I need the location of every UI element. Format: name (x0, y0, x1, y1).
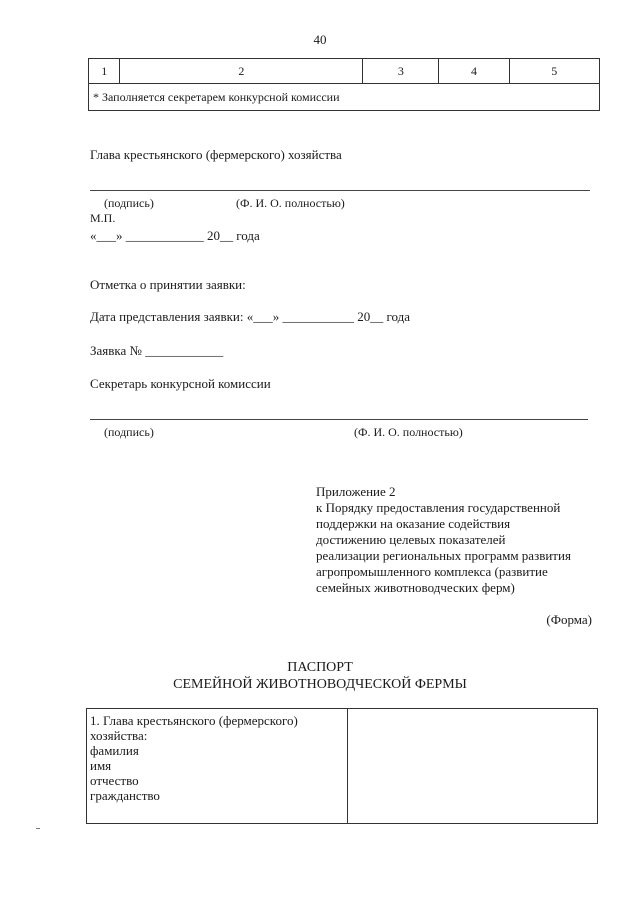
appendix-line: семейных животноводческих ферм) (316, 580, 515, 595)
table-cell: 3 (363, 59, 439, 84)
submission-date-line: Дата представления заявки: «___» ___________ 20__ года (90, 309, 411, 324)
page-number: 40 (313, 32, 327, 47)
stamp-place: М.П. (90, 211, 116, 225)
field-label: 1. Глава крестьянского (фермерского) (90, 713, 298, 728)
table-note: * Заполняется секретарем конкурсной комиссии (89, 84, 600, 111)
passport-subtitle: СЕМЕЙНОЙ ЖИВОТНОВОДЧЕСКОЙ ФЕРМЫ (173, 677, 467, 692)
passport-title: ПАСПОРТ (287, 660, 353, 675)
table-cell: 5 (509, 59, 599, 84)
passport-field-labels (87, 709, 348, 824)
appendix-line: Приложение 2 (316, 484, 396, 499)
field-label: имя (90, 758, 112, 773)
secretary-signature-label: (подпись) (104, 425, 154, 439)
application-number-line: Заявка № ____________ (90, 343, 224, 358)
appendix-line: реализации региональных программ развития (316, 548, 571, 563)
header-table (88, 58, 600, 111)
appendix-line: к Порядку предоставления государственной (316, 500, 561, 515)
appendix-line: агропромышленного комплекса (развитие (316, 564, 548, 579)
margin-mark (36, 828, 40, 829)
field-label: фамилия (90, 743, 139, 758)
secretary-title: Секретарь конкурсной комиссии (90, 376, 271, 391)
table-cell: 4 (439, 59, 509, 84)
name-label: (Ф. И. О. полностью) (236, 196, 345, 210)
field-label: отчество (90, 773, 139, 788)
field-label: гражданство (90, 788, 160, 803)
table-cell: 1 (89, 59, 120, 84)
secretary-name-label: (Ф. И. О. полностью) (354, 425, 463, 439)
appendix-line: достижению целевых показателей (316, 532, 506, 547)
table-note-row (89, 84, 600, 111)
passport-field-value[interactable] (347, 709, 597, 824)
acceptance-title: Отметка о принятии заявки: (90, 277, 246, 292)
secretary-signature-line (90, 419, 588, 420)
table-row (87, 709, 598, 824)
form-label: (Форма) (546, 612, 592, 627)
appendix-line: поддержки на оказание содействия (316, 516, 511, 531)
table-header-row (89, 59, 600, 84)
head-title: Глава крестьянского (фермерского) хозяйства (90, 147, 342, 162)
signature-line (90, 190, 590, 191)
field-label: хозяйства: (90, 728, 148, 743)
passport-table (86, 708, 598, 824)
date-line: «___» ____________ 20__ года (90, 228, 260, 243)
appendix-heading (316, 484, 596, 596)
signature-label: (подпись) (104, 196, 154, 210)
table-cell: 2 (120, 59, 363, 84)
